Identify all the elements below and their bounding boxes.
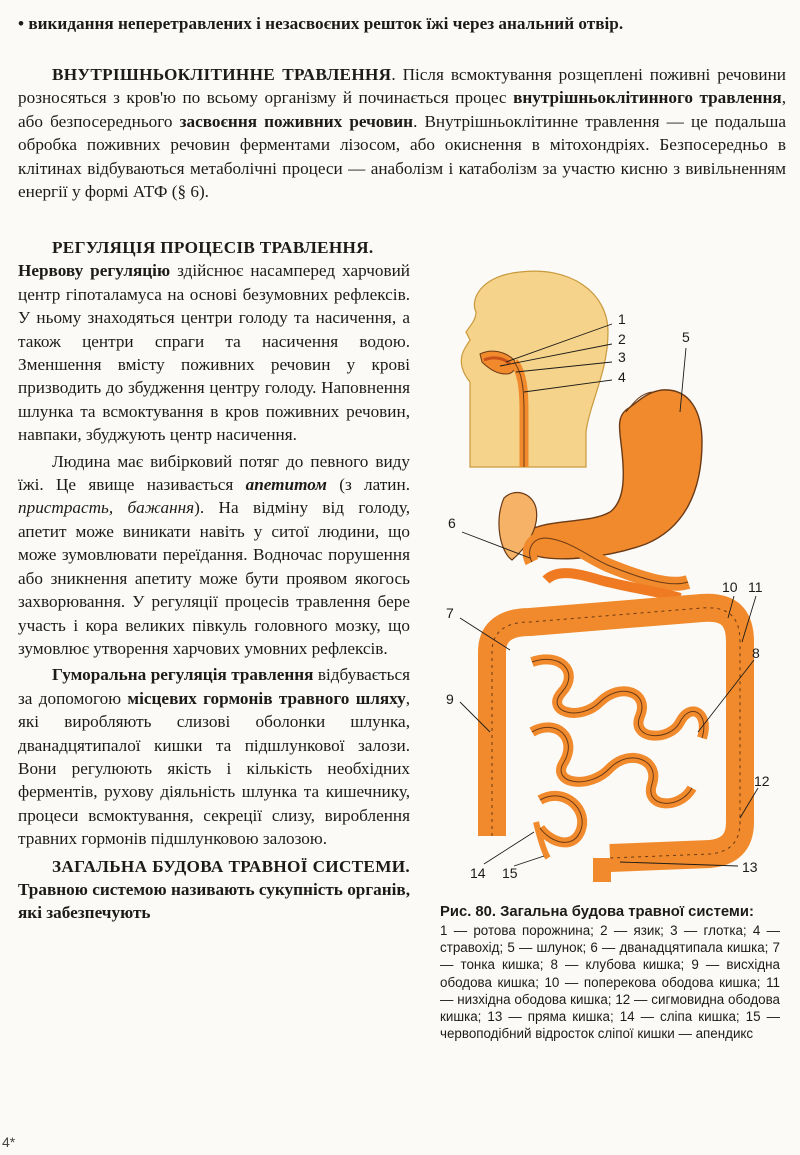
label-5: 5: [682, 329, 690, 345]
label-9: 9: [446, 691, 454, 707]
caption-title: Рис. 80. Загальна будова травної системи:: [440, 904, 754, 920]
small-intestine-illustration: [532, 659, 704, 842]
label-11: 11: [748, 579, 763, 595]
structure-text: Травною системою називають сукупність органів, які забезпечують: [18, 879, 410, 923]
intracellular-text-3: . Внутрішньоклітинне травлення — це подальша обробка поживних речовин ферментами лізосом, або окиснення в мітохондріях. Безпосередньо в клітинах відбуваються метаболічні процеси — анаболізм і катаболізм за участю кисню з вивільненням енергії у формі АТФ (§ 6).: [18, 111, 786, 202]
regulation-heading: РЕГУЛЯЦІЯ ПРОЦЕСІВ ТРАВЛЕННЯ.: [52, 238, 374, 257]
nervous-regulation-text: здійснює насамперед харчовий центр гіпоталамуса на основі безумовних рефлексів. У ньому знаходяться центри голоду та насичення, а також центри спраги та насичення водою. Зменшення вмісту поживних речовин у крові призводить до збудження центру голоду. Наповнення шлунка та всмоктування в кров поживних речовин, навпаки, збуджують центр насичення.: [18, 261, 410, 445]
label-3: 3: [618, 349, 626, 365]
page-number: 4*: [2, 1134, 16, 1150]
structure-heading: ЗАГАЛЬНА БУДОВА ТРАВНОЇ СИСТЕМИ.: [52, 856, 410, 876]
intracellular-heading: ВНУТРІШНЬОКЛІТИННЕ ТРАВЛЕННЯ: [52, 65, 392, 84]
label-8: 8: [752, 645, 760, 661]
appetite-text-2: (з латин.: [326, 475, 410, 495]
intracellular-text-2: , або безпосереднього: [18, 88, 786, 131]
label-13: 13: [742, 859, 758, 875]
label-15: 15: [502, 865, 518, 881]
humoral-text-1: відбувається за допомогою: [18, 665, 410, 708]
appetite-text-3: ). На відміну від голоду, апетит може виникати навіть у ситої людини, що може зумовлювати переїдання. Водночас порушення або зникнення апетиту може бути проявом якогось захворювання. У регуляції процесів травлення бере участь і кора великих півкуль головного мозку, що зумовлює утворення харчових умовних рефлексів.: [18, 498, 410, 658]
label-6: 6: [448, 515, 456, 531]
intracellular-text-1: . Після всмоктування розщеплені поживні речовини розносяться з кров'ю по всьому організму й починається процес: [18, 65, 786, 108]
intracellular-term-2: засвоєння поживних речовин: [179, 111, 414, 131]
structure-paragraph: [18, 855, 410, 925]
label-4: 4: [618, 369, 626, 385]
intracellular-term-1: внутрішньоклітинного травлення: [513, 88, 782, 108]
nervous-regulation-term: Нервову регуляцію: [18, 261, 171, 281]
intro-paragraph: [18, 12, 786, 35]
nervous-regulation-paragraph: [18, 259, 410, 446]
label-1: 1: [618, 311, 626, 327]
appetite-term: апетитом: [245, 475, 327, 495]
figure-caption: [440, 903, 780, 1042]
humoral-term: Гуморальна регуляція травлення: [52, 665, 314, 685]
digestive-system-figure: [440, 262, 796, 902]
appetite-italic: пристрасть, бажання: [18, 498, 195, 518]
label-7: 7: [446, 605, 454, 621]
small-intestine-outline: [532, 659, 704, 842]
appetite-text-1: Людина має вибірковий потяг до певного виду їжі. Це явище називається: [18, 451, 410, 495]
caption-text: 1 — ротова порожнина; 2 — язик; 3 — глотка; 4 — стравохід; 5 — шлунок; 6 — дванадцятипала кишка; 7 — тонка кишка; 8 — клубова кишка; 9 — висхідна ободова кишка; 10 — поперекова ободова кишка; 11 — низхідна ободова кишка; 12 — сигмовидна ободова кишка; 13 — пряма кишка; 14 — сліпа кишка; 15 — червоподібний відросток сліпої кишки — апендикс: [440, 923, 780, 1042]
intro-text: викидання неперетравлених і незасвоєних решток їжі через анальний отвір.: [28, 14, 624, 33]
label-14: 14: [470, 865, 486, 881]
humoral-term-2: місцевих гормонів травного шляху: [127, 688, 406, 708]
label-12: 12: [754, 773, 770, 789]
label-10: 10: [722, 579, 738, 595]
intracellular-paragraph: [18, 63, 786, 203]
head-illustration: [461, 271, 608, 467]
appetite-paragraph: [18, 450, 410, 661]
large-intestine-illustration: [492, 608, 740, 882]
label-2: 2: [618, 331, 626, 347]
humoral-paragraph: [18, 663, 410, 850]
bullet: •: [18, 14, 25, 33]
humoral-text-2: , які виробляють слизові оболонки шлунка, дванадцятипалої кишки та підшлункової залози. Вони регулюють якість і кількість необхідних ферментів, рухову діяльність шлунка та кишечнику, процеси всмоктування, секреції слизу, вироблення травних гормонів підшлунковою залозою.: [18, 688, 410, 849]
regulation-section: [18, 236, 410, 925]
